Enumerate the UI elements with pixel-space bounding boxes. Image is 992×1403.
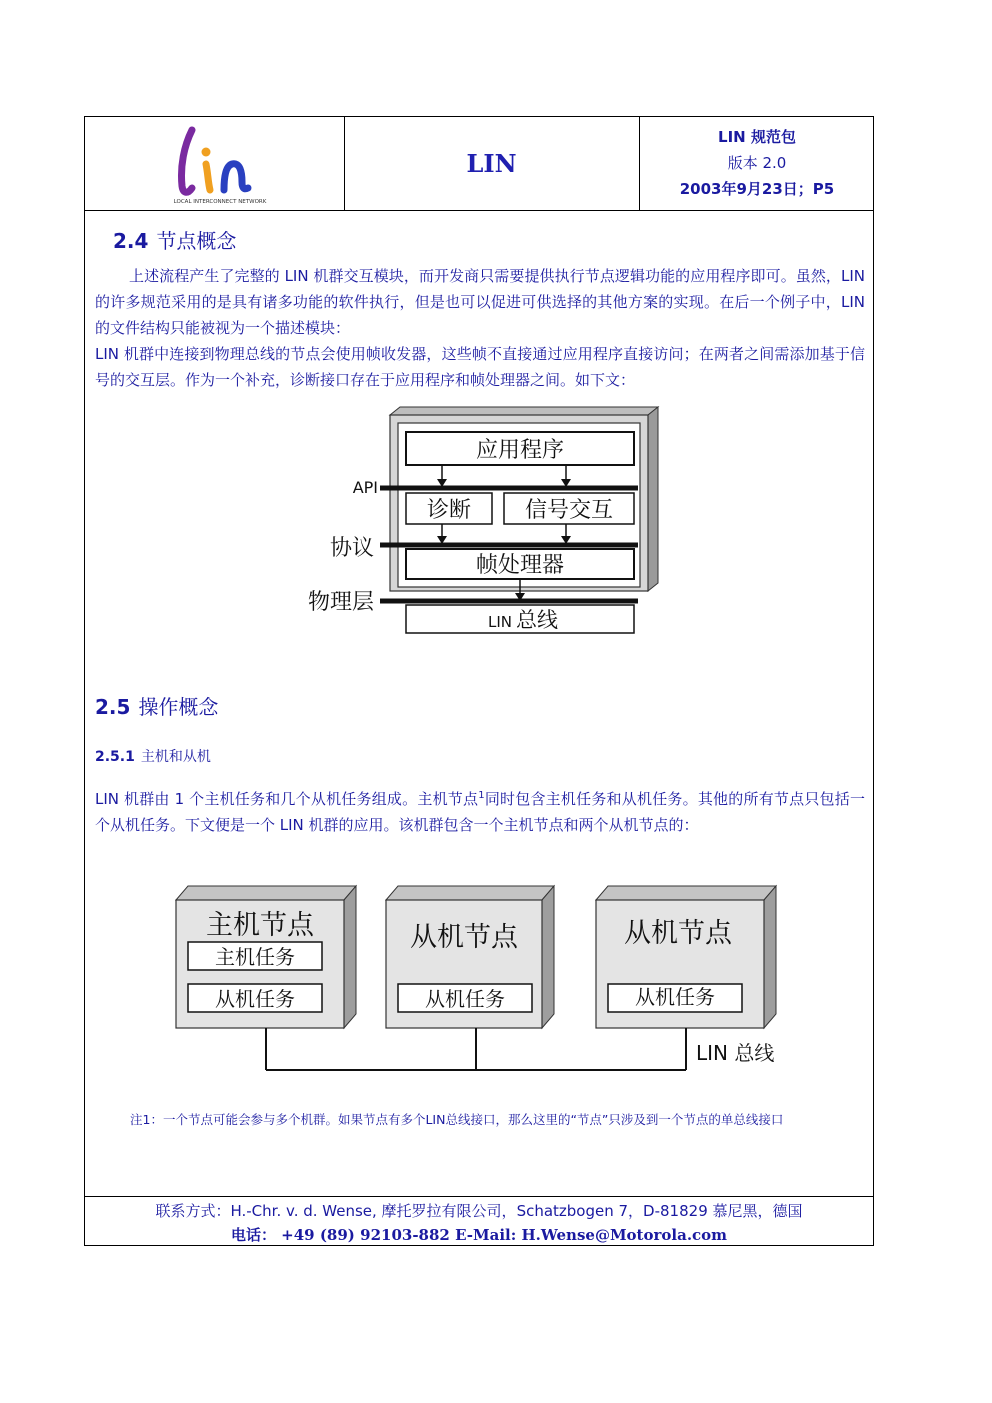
- page-header: [84, 116, 874, 211]
- logo-subtitle: LOCAL INTERCONNECT NETWORK: [173, 199, 267, 205]
- section-number: 2.5.1: [95, 749, 135, 765]
- slave-node-box: [596, 886, 776, 1028]
- slave-task-label: 从机任务: [215, 987, 295, 1011]
- paragraph: 上述流程产生了完整的 LIN 机群交互模块，而开发商只需要提供执行节点逻辑功能的应用程序即可。虽然，LIN 的许多规范采用的是具有诸多功能的软件执行，但是也可以促进可供选择的其他方案的实现。在后一个例子中，LIN 的文件结构只能被视为一个描述模块：: [95, 267, 865, 337]
- section-number: 2.4: [113, 229, 149, 253]
- section-2-5-heading: [95, 691, 218, 720]
- api-label: API: [352, 478, 378, 497]
- slave-task-label: 从机任务: [635, 985, 715, 1009]
- paragraph-part: 同时包含主机任务和从机任务。其他的所有节点只包括一个从机任务。下文便是一个 LIN 机群的应用。该机群包含一个主机节点和两个从机节点的：: [95, 790, 865, 834]
- logo-cell: [84, 116, 345, 210]
- bus-prefix-label: LIN: [487, 613, 512, 631]
- diag-label: 诊断: [426, 498, 472, 523]
- physical-label: 物理层: [307, 590, 374, 615]
- version: 版本 2.0: [727, 154, 787, 172]
- slave-node-label: 从机节点: [624, 918, 732, 949]
- node-concept-diagram: [290, 405, 670, 640]
- paragraph-part: LIN 机群由 1 个主机任务和几个从机任务组成。主机节点: [95, 790, 479, 808]
- section-title: 操作概念: [138, 695, 219, 719]
- spec-name: LIN 规范包: [718, 128, 796, 146]
- contact-line: 联系方式：H.-Chr. v. d. Wense, 摩托罗拉有限公司，Schatzbogen 7，D-81829 慕尼黑，德国: [155, 1202, 803, 1220]
- slave-node-label: 从机节点: [410, 922, 518, 953]
- footnote-ref: 1: [478, 790, 485, 801]
- section-2-4-heading: [113, 225, 236, 254]
- signal-label: 信号交互: [524, 498, 614, 523]
- slave-task-label: 从机任务: [425, 987, 505, 1011]
- section-2-5-1-heading: [95, 746, 211, 766]
- page-footer: [84, 1196, 874, 1246]
- document-title: LIN: [466, 148, 517, 178]
- paragraph: [95, 783, 865, 838]
- footnote: 注1：一个节点可能会参与多个机群。如果节点有多个LIN总线接口，那么这里的“节点”只涉及到一个节点的单总线接口: [130, 1112, 784, 1127]
- frame-label: 帧处理器: [475, 553, 565, 578]
- section-title: 主机和从机: [140, 749, 211, 765]
- master-node-box: [176, 886, 356, 1028]
- bus-label: LIN 总线: [696, 1041, 775, 1065]
- protocol-label: 协议: [329, 536, 374, 561]
- bus-suffix-label: 总线: [516, 608, 558, 632]
- master-slave-diagram: [170, 880, 790, 1080]
- date-page: 2003年9月23日；P5: [679, 180, 835, 198]
- section-title: 节点概念: [156, 229, 237, 253]
- app-label: 应用程序: [475, 438, 565, 463]
- meta-cell: [640, 116, 874, 210]
- lin-logo: [84, 116, 344, 210]
- master-node-label: 主机节点: [206, 910, 314, 941]
- title-cell: [344, 116, 640, 210]
- paragraph: LIN 机群中连接到物理总线的节点会使用帧收发器，这些帧不直接通过应用程序直接访问；在两者之间需添加基于信号的交互层。作为一个补充，诊断接口存在于应用程序和帧处理器之间。如下文：: [95, 345, 865, 389]
- section-number: 2.5: [95, 695, 131, 719]
- master-task-label: 主机任务: [215, 945, 295, 969]
- phone-email-line: 电话： +49 (89) 92103-882 E-Mail: H.Wense@Motorola.com: [230, 1226, 728, 1244]
- slave-node-box: [386, 886, 554, 1028]
